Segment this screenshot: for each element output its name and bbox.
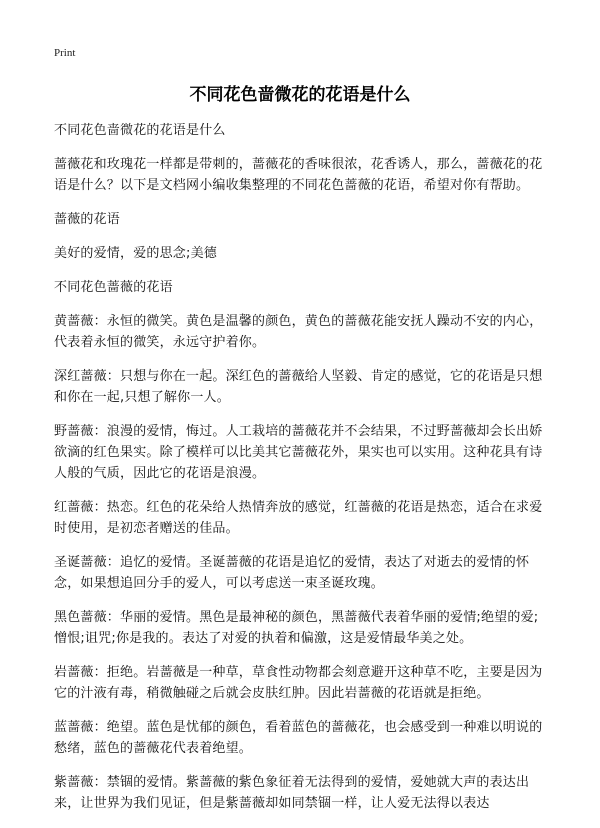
- article-subtitle: 不同花色啬微花的花语是什么: [54, 123, 226, 138]
- color-item-blue: 蓝蔷薇：绝望。蓝色是忧郁的颜色，看着蓝色的蔷薇花，也会感受到一种难以明说的愁绪，蓝色的蔷薇花代表着绝望。: [54, 720, 543, 756]
- article-body: [54, 120, 552, 827]
- color-item-purple: 紫蔷薇：禁锢的爱情。紫蔷薇的紫色象征着无法得到的爱情，爱她就大声的表达出来，让世界为我们见证，但是紫蔷薇却如同禁锢一样，让人爱无法得以表达: [54, 775, 530, 811]
- color-item-black: 黑色蔷薇：华丽的爱情。黑色是最神秘的颜色，黑蔷薇代表着华丽的爱情;绝望的爱; 憎恨;诅咒;你是我的。表达了对爱的执着和偏激，这是爱情最华美之处。: [54, 610, 539, 646]
- section-heading-colors: 不同花色蔷薇的花语: [54, 280, 173, 295]
- print-link[interactable]: Print: [54, 47, 76, 59]
- intro-paragraph: 蔷薇花和玫瑰花一样都是带刺的，蔷薇花的香味很浓，花香诱人，那么，蔷薇花的花语是什么？以下是文档网小编收集整理的不同花色蔷薇的花语，希望对你有帮助。: [54, 157, 543, 193]
- color-item-yellow: 黄蔷薇：永恒的微笑。黄色是温馨的颜色，黄色的蔷薇花能安抚人躁动不安的内心，代表着永恒的微笑，永远守护着你。: [54, 314, 543, 350]
- color-item-christmas: 圣诞蔷薇：追忆的爱情。圣诞蔷薇的花语是追忆的爱情，表达了对逝去的爱情的怀念，如果想追回分手的爱人，可以考虑送一束圣诞玫瑰。: [54, 555, 530, 591]
- color-item-wild: 野蔷薇：浪漫的爱情，悔过。人工栽培的蔷薇花并不会结果，不过野蔷薇却会长出娇欲滴的红色果实。除了模样可以比美其它蔷薇花外，果实也可以实用。这种花具有诗人般的气质，因此它的花语是浪漫。: [54, 424, 543, 481]
- color-item-red: 红蔷薇：热恋。红色的花朵给人热情奔放的感觉，红蔷薇的花语是热恋，适合在求爱时使用，是初恋者赠送的佳品。: [54, 500, 543, 536]
- color-item-rock: 岩蔷薇：拒绝。岩蔷薇是一种草，草食性动物都会刻意避开这种草不吃，主要是因为它的汁液有毒，稍微触碰之后就会皮肤红肿。因此岩蔷薇的花语就是拒绝。: [54, 665, 543, 701]
- color-item-deep-red: 深红蔷薇：只想与你在一起。深红色的蔷薇给人坚毅、肯定的感觉，它的花语是只想和你在一起,只想了解你一人。: [54, 369, 543, 405]
- meaning-paragraph: 美好的爱情，爱的思念;美德: [54, 246, 217, 261]
- section-heading-meaning: 蔷薇的花语: [54, 212, 121, 227]
- page-title: 不同花色啬微花的花语是什么: [189, 85, 411, 105]
